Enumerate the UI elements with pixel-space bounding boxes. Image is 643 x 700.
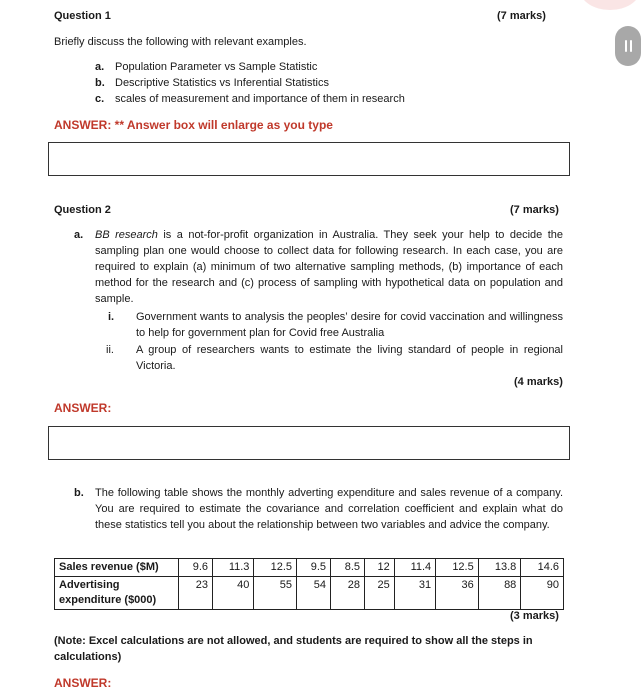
- q1-item-b-marker: b.: [95, 77, 105, 89]
- table-cell: 11.4: [394, 559, 435, 577]
- q1-answer-box[interactable]: [48, 142, 570, 176]
- q1-item-b: Descriptive Statistics vs Inferential Statistics: [115, 77, 329, 89]
- table-cell: 36: [436, 577, 479, 610]
- table-cell: 31: [394, 577, 435, 610]
- table-cell: 11.3: [213, 559, 254, 577]
- q1-marks: (7 marks): [497, 10, 546, 22]
- q2b-marks: (3 marks): [510, 610, 559, 622]
- scroll-handle[interactable]: [615, 26, 641, 66]
- table-cell: 8.5: [331, 559, 365, 577]
- q2-answer-label: ANSWER:: [54, 676, 112, 690]
- q2a-sub-i: Government wants to analysis the peoples’ desire for covid vaccination and willingness to help for government plan for Covid free Australia: [136, 311, 563, 339]
- corner-decoration: [580, 0, 640, 10]
- table-cell: 9.6: [179, 559, 213, 577]
- q2-title: Question 2: [54, 204, 111, 216]
- q2b-text: The following table shows the monthly adverting expenditure and sales revenue of a company. You are required to estimate the covariance and correlation coefficient and explain what do these statistics tell you about the relationship between two variables and advice the company.: [95, 487, 563, 531]
- q1-item-c: scales of measurement and importance of them in research: [115, 93, 405, 105]
- q1-prompt: Briefly discuss the following with relevant examples.: [54, 36, 307, 48]
- table-cell: 14.6: [521, 559, 564, 577]
- q2a-answer-box[interactable]: [48, 426, 570, 460]
- table-cell: 25: [365, 577, 395, 610]
- row-label-advertising: Advertising expenditure ($000): [55, 577, 179, 610]
- table-cell: 40: [213, 577, 254, 610]
- data-table: [54, 558, 564, 610]
- table-cell: 9.5: [297, 559, 331, 577]
- q2a-body: is a not-for-profit organization in Australia. They seek your help to decide the sampling plan one would choose to collect data for following research. In each case, you are required to explain (a) minimum of two alternative sampling methods, (b) importance of each method for the research and (c) process of sampling with hypothetical data on population and sample.: [95, 229, 563, 305]
- q1-title: Question 1: [54, 10, 111, 22]
- table-cell: 88: [478, 577, 521, 610]
- table-cell: 13.8: [478, 559, 521, 577]
- row-label-sales: Sales revenue ($M): [55, 559, 179, 577]
- q2a-marks: (4 marks): [514, 376, 563, 388]
- q2a-marker: a.: [74, 229, 84, 241]
- q2a-sub-ii: A group of researchers wants to estimate the living standard of people in regional Victoria.: [136, 344, 563, 372]
- table-row-advertising: [55, 577, 564, 610]
- q1-item-a: Population Parameter vs Sample Statistic: [115, 61, 318, 73]
- grip-line-icon: [625, 40, 627, 52]
- table-cell: 23: [179, 577, 213, 610]
- q2b-marker: b.: [74, 487, 84, 499]
- table-cell: 28: [331, 577, 365, 610]
- q2a-text: [95, 227, 563, 307]
- table-cell: 54: [297, 577, 331, 610]
- q1-item-c-marker: c.: [95, 93, 105, 105]
- q1-item-a-marker: a.: [95, 61, 105, 73]
- q2-marks: (7 marks): [510, 204, 559, 216]
- table-cell: 12: [365, 559, 395, 577]
- table-cell: 90: [521, 577, 564, 610]
- q1-answer-label: ANSWER: ** Answer box will enlarge as you type: [54, 118, 333, 132]
- q2a-sub-i-marker: i.: [108, 311, 115, 323]
- q2a-italic-lead: BB research: [95, 229, 158, 241]
- grip-line-icon: [630, 40, 632, 52]
- table-cell: 12.5: [436, 559, 479, 577]
- q2-note: (Note: Excel calculations are not allowed, and students are required to show all the steps in calculations): [54, 635, 533, 663]
- table-cell: 12.5: [254, 559, 297, 577]
- q2a-sub-ii-marker: ii.: [106, 344, 114, 356]
- table-row-sales: [55, 559, 564, 577]
- table-cell: 55: [254, 577, 297, 610]
- q2a-answer-label: ANSWER:: [54, 401, 112, 415]
